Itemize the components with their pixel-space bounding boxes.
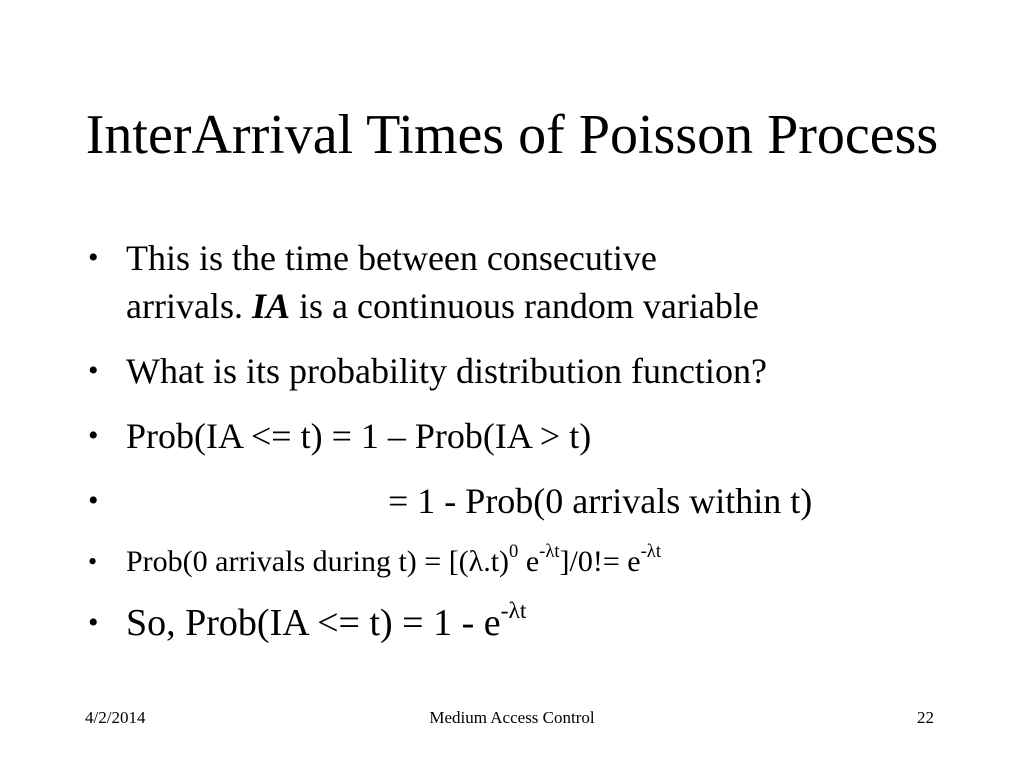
bullet-icon: • <box>88 547 98 576</box>
bullet-text: e <box>518 545 540 578</box>
bullet-text: is a continuous random variable <box>289 286 759 326</box>
bullet-icon: • <box>88 354 99 387</box>
bullet-emphasis: IA <box>251 286 290 326</box>
bullet-item-6 <box>86 599 986 647</box>
bullet-icon: • <box>88 484 99 517</box>
bullet-item-4 <box>86 477 986 525</box>
footer-date: 4/2/2014 <box>85 708 146 727</box>
superscript: -λt <box>640 541 661 563</box>
footer-page-number: 22 <box>917 708 934 727</box>
bullet-text: arrivals. <box>126 286 252 326</box>
superscript: -λt <box>500 597 527 624</box>
bullet-icon: • <box>88 419 99 452</box>
bullet-item-1 <box>86 234 986 330</box>
bullet-text: This is the time between consecutive <box>126 238 657 278</box>
bullet-item-5 <box>86 542 986 582</box>
bullet-item-2 <box>86 347 986 395</box>
bullet-text: What is its probability distribution function? <box>126 351 767 391</box>
bullet-text: Prob(IA <= t) = 1 – Prob(IA > t) <box>126 416 592 456</box>
bullet-text: = 1 - Prob(0 arrivals within t) <box>388 481 813 521</box>
bullet-list <box>86 234 986 664</box>
superscript: 0 <box>509 541 519 563</box>
bullet-icon: • <box>88 606 99 639</box>
bullet-text: So, Prob(IA <= t) = 1 - e <box>126 602 501 644</box>
bullet-text: ]/0!= e <box>559 545 641 578</box>
footer-title: Medium Access Control <box>429 708 595 727</box>
bullet-item-3 <box>86 412 986 460</box>
slide-title: InterArrival Times of Poisson Process <box>85 104 939 166</box>
bullet-text: Prob(0 arrivals during t) = [(λ.t) <box>126 545 510 578</box>
superscript: -λt <box>539 541 560 563</box>
bullet-icon: • <box>88 241 99 274</box>
